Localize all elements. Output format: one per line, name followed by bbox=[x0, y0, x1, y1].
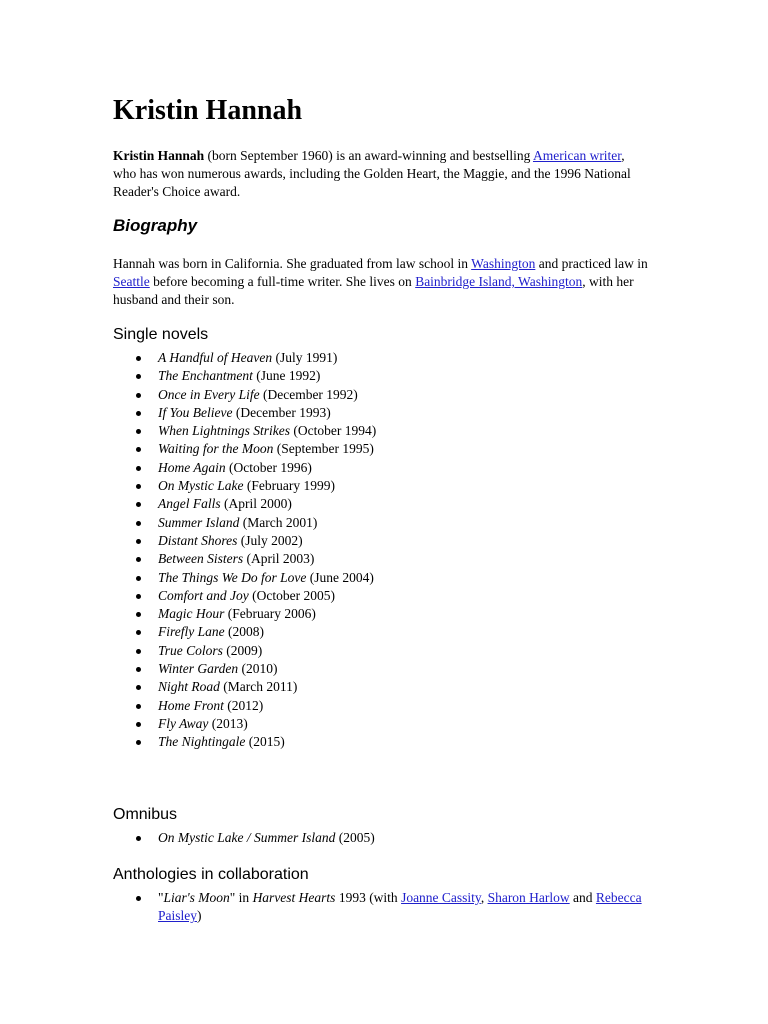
list-item bbox=[133, 514, 653, 532]
intro-text-a: (born September 1960) is an award-winning and bestselling bbox=[204, 148, 533, 163]
novel-date: (March 2011) bbox=[219, 679, 298, 695]
novel-date: (2015) bbox=[245, 734, 285, 750]
novel-title: Home Again bbox=[158, 459, 226, 475]
omnibus-title: On Mystic Lake / Summer Island bbox=[158, 830, 336, 845]
novel-date: (July 1991) bbox=[272, 350, 338, 365]
novel-date: (February 1999) bbox=[243, 478, 335, 494]
novel-title: Fly Away bbox=[158, 715, 209, 731]
omnibus-detail: (2005) bbox=[335, 830, 375, 845]
novel-title: The Enchantment bbox=[158, 368, 253, 384]
intro-bold-name: Kristin Hannah bbox=[113, 148, 205, 163]
novel-title: The Things We Do for Love bbox=[158, 569, 307, 585]
anth-quote-open: " bbox=[158, 890, 164, 905]
list-item bbox=[133, 605, 653, 623]
novel-title: Magic Hour bbox=[158, 606, 225, 622]
link-american-writer[interactable]: American writer bbox=[532, 148, 622, 163]
link-sharon-harlow[interactable]: Sharon Harlow bbox=[487, 890, 570, 905]
novel-title: The Nightingale bbox=[158, 734, 246, 750]
novel-date: (2010) bbox=[238, 661, 278, 677]
novel-date: (June 2004) bbox=[306, 569, 374, 585]
single-novels-heading: Single novels bbox=[113, 326, 209, 343]
list-item bbox=[133, 532, 653, 550]
list-item bbox=[133, 550, 653, 568]
novel-date: (October 2005) bbox=[248, 587, 335, 603]
anth-text-and: and bbox=[569, 890, 596, 905]
omnibus-list bbox=[133, 829, 653, 847]
link-rebecca-paisley[interactable]: Rebecca Paisley bbox=[158, 890, 642, 924]
anthologies-heading: Anthologies in collaboration bbox=[113, 866, 309, 883]
novel-date: (April 2003) bbox=[243, 551, 315, 567]
novel-date: (2013) bbox=[208, 715, 248, 731]
novel-date: (April 2000) bbox=[220, 496, 292, 512]
novel-date: (October 1994) bbox=[290, 423, 377, 439]
list-item bbox=[133, 459, 653, 477]
novel-date: (February 2006) bbox=[224, 606, 316, 622]
list-item bbox=[133, 477, 653, 495]
novel-date: (2009) bbox=[222, 642, 263, 658]
novel-date: (March 2001) bbox=[239, 514, 318, 530]
bio-text-a: Hannah was born in California. She graduated from law school in bbox=[113, 256, 472, 271]
biography-paragraph bbox=[113, 255, 648, 309]
bio-text-b: and practiced law in bbox=[535, 256, 648, 271]
omnibus-heading: Omnibus bbox=[113, 806, 178, 823]
novel-title: Once in Every Life bbox=[158, 386, 260, 402]
anth-story: Liar's Moon bbox=[163, 890, 230, 905]
link-washington[interactable]: Washington bbox=[471, 256, 536, 271]
list-item bbox=[133, 678, 653, 696]
anth-quote-close: " in bbox=[229, 890, 253, 905]
novel-title: Summer Island bbox=[158, 514, 240, 530]
bio-text-d: , with her husband and their son. bbox=[113, 274, 634, 307]
novel-date: (December 1992) bbox=[259, 386, 358, 402]
anth-text-a: 1993 (with bbox=[335, 890, 402, 905]
list-item bbox=[133, 386, 653, 404]
novel-date: (July 2002) bbox=[237, 532, 303, 548]
novel-date: (October 1996) bbox=[225, 459, 312, 475]
list-item bbox=[133, 587, 653, 605]
bio-text-c: before becoming a full-time writer. She lives on bbox=[149, 274, 416, 289]
novel-title: Night Road bbox=[158, 679, 220, 695]
novel-date: (2012) bbox=[223, 697, 264, 713]
list-item bbox=[133, 733, 653, 751]
novel-title: Angel Falls bbox=[158, 496, 221, 512]
list-item bbox=[133, 660, 653, 678]
novel-date: (2008) bbox=[224, 624, 264, 640]
novel-title: If You Believe bbox=[158, 404, 233, 420]
intro-text-b: , who has won numerous awards, including the Golden Heart, the Maggie, and the 1996 National Reader's Choice award. bbox=[113, 148, 631, 199]
novel-title: On Mystic Lake bbox=[158, 478, 244, 494]
novel-title: Winter Garden bbox=[158, 661, 239, 677]
novel-title: Distant Shores bbox=[158, 532, 238, 548]
anth-book: Harvest Hearts bbox=[252, 890, 336, 905]
anth-sep: , bbox=[480, 890, 488, 905]
link-joanne-cassity[interactable]: Joanne Cassity bbox=[401, 890, 481, 905]
novel-date: (December 1993) bbox=[232, 404, 331, 420]
novel-title: True Colors bbox=[158, 642, 223, 658]
list-item bbox=[133, 889, 653, 926]
list-item bbox=[133, 440, 653, 458]
page-title: Kristin Hannah bbox=[113, 95, 303, 126]
list-item bbox=[133, 715, 653, 733]
novel-title: Firefly Lane bbox=[158, 624, 225, 640]
list-item bbox=[133, 404, 653, 422]
anth-text-end: ) bbox=[197, 908, 202, 924]
novel-title: Waiting for the Moon bbox=[158, 441, 274, 457]
novel-title: Between Sisters bbox=[158, 551, 244, 567]
list-item bbox=[133, 623, 653, 641]
novel-title: Comfort and Joy bbox=[158, 587, 249, 603]
link-seattle[interactable]: Seattle bbox=[113, 274, 150, 289]
anthologies-list bbox=[133, 889, 653, 926]
list-item bbox=[133, 642, 653, 660]
single-novels-list bbox=[133, 349, 653, 752]
novel-title: A Handful of Heaven bbox=[158, 350, 273, 365]
intro-paragraph bbox=[113, 147, 648, 201]
list-item bbox=[133, 829, 653, 847]
biography-heading: Biography bbox=[113, 216, 198, 235]
novel-date: (September 1995) bbox=[273, 441, 374, 457]
list-item bbox=[133, 697, 653, 715]
list-item bbox=[133, 349, 653, 367]
novel-date: (June 1992) bbox=[252, 368, 321, 384]
list-item bbox=[133, 367, 653, 385]
link-bainbridge-island[interactable]: Bainbridge Island, Washington bbox=[415, 274, 583, 289]
list-item bbox=[133, 569, 653, 587]
novel-title: Home Front bbox=[158, 697, 224, 713]
novel-title: When Lightnings Strikes bbox=[158, 423, 290, 439]
list-item bbox=[133, 422, 653, 440]
list-item bbox=[133, 495, 653, 513]
